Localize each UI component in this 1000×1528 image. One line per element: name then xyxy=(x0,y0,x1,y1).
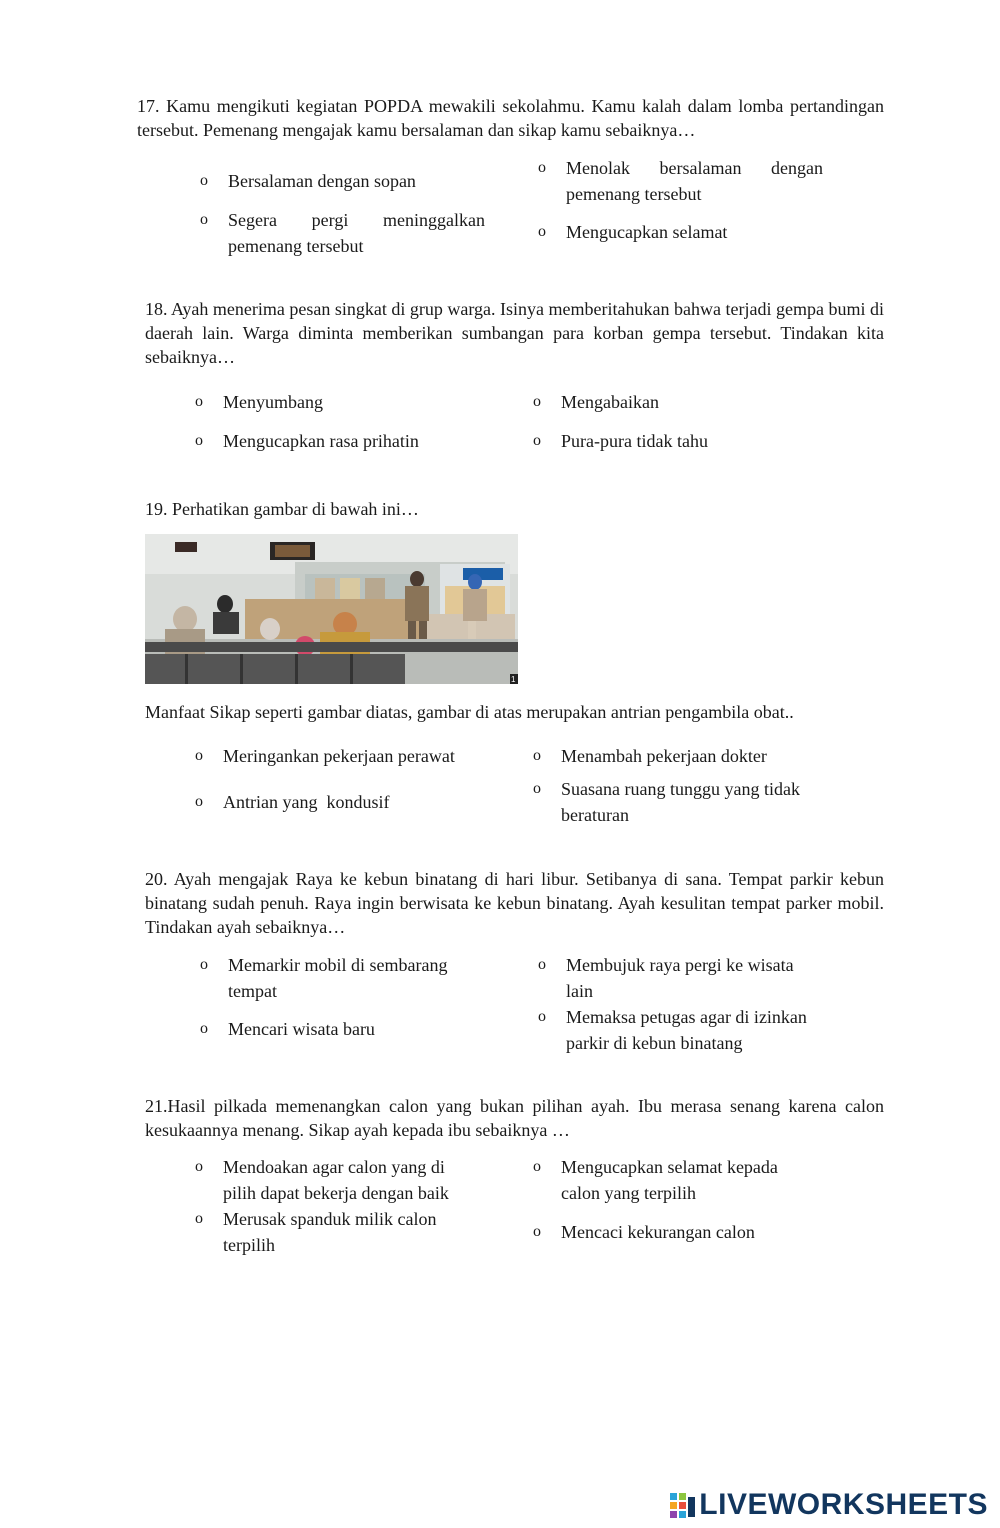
question-20-text: 20. Ayah mengajak Raya ke kebun binatang di hari libur. Setibanya di sana. Tempat parkir kebun binatang sudah penuh. Raya ingin berwisata ke kebun binatang. Ayah kesulitan tempat parker mobil. Tindakan ayah sebaiknya… xyxy=(145,869,884,937)
radio-bullet: o xyxy=(533,393,541,410)
option-label: Bersalaman dengan sopan xyxy=(228,171,416,191)
question-21-text: 21.Hasil pilkada memenangkan calon yang bukan pilihan ayah. Ibu merasa senang karena calon kesukaannya menang. Sikap ayah kepada ibu sebaiknya … xyxy=(145,1096,884,1140)
option-20-a[interactable] xyxy=(200,952,490,1004)
option-20-b[interactable] xyxy=(538,952,828,1004)
option-19-d[interactable] xyxy=(533,776,833,828)
option-label: Mengucapkan rasa prihatin xyxy=(223,431,419,451)
option-18-a[interactable] xyxy=(195,389,495,415)
radio-bullet: o xyxy=(195,393,203,410)
option-17-a[interactable] xyxy=(200,168,490,194)
radio-bullet: o xyxy=(195,747,203,764)
option-label: Mengucapkan selamat kepada calon yang terpilih xyxy=(561,1157,778,1203)
option-label: Mendoakan agar calon yang di pilih dapat bekerja dengan baik xyxy=(223,1157,449,1203)
option-17-d[interactable] xyxy=(538,219,823,245)
option-21-a[interactable] xyxy=(195,1154,485,1206)
liveworksheets-logo[interactable] xyxy=(669,1488,988,1522)
option-21-d[interactable] xyxy=(533,1219,823,1245)
option-label: Mengucapkan selamat xyxy=(566,222,728,242)
radio-bullet: o xyxy=(200,1020,208,1037)
radio-bullet: o xyxy=(533,1223,541,1240)
option-label: Mencaci kekurangan calon xyxy=(561,1222,755,1242)
radio-bullet: o xyxy=(533,780,541,797)
option-20-d[interactable] xyxy=(538,1004,838,1056)
option-21-c[interactable] xyxy=(195,1206,485,1258)
radio-bullet: o xyxy=(195,432,203,449)
option-label: Menolak bersalaman dengan pemenang tersebut xyxy=(566,158,823,204)
option-17-b[interactable] xyxy=(538,155,823,207)
option-label: Mengabaikan xyxy=(561,392,659,412)
radio-bullet: o xyxy=(200,211,208,228)
option-18-b[interactable] xyxy=(533,389,833,415)
option-18-c[interactable] xyxy=(195,428,495,454)
question-18-text: 18. Ayah menerima pesan singkat di grup warga. Isinya memberitahukan bahwa terjadi gempa bumi di daerah lain. Warga diminta memberikan sumbangan para korban gempa tersebut. Tindakan kita sebaiknya… xyxy=(145,299,884,367)
option-label: Meringankan pekerjaan perawat xyxy=(223,746,455,766)
question-19-text: 19. Perhatikan gambar di bawah ini… xyxy=(145,499,419,519)
option-19-b[interactable] xyxy=(533,743,833,769)
radio-bullet: o xyxy=(195,1158,203,1175)
radio-bullet: o xyxy=(538,159,546,176)
option-20-c[interactable] xyxy=(200,1016,490,1042)
question-19-followup: Manfaat Sikap seperti gambar diatas, gambar di atas merupakan antrian pengambila obat.. xyxy=(145,702,794,722)
radio-bullet: o xyxy=(195,793,203,810)
brand-name: LIVEWORKSHEETS xyxy=(699,1488,988,1521)
radio-bullet: o xyxy=(533,432,541,449)
liveworksheets-logo-icon xyxy=(669,1491,697,1519)
option-label: Memarkir mobil di sembarang tempat xyxy=(228,955,448,1001)
radio-bullet: o xyxy=(538,956,546,973)
option-label: Membujuk raya pergi ke wisata lain xyxy=(566,955,794,1001)
option-label: Suasana ruang tunggu yang tidak beraturan xyxy=(561,779,800,825)
option-21-b[interactable] xyxy=(533,1154,823,1206)
option-17-c[interactable] xyxy=(200,207,485,259)
option-18-d[interactable] xyxy=(533,428,833,454)
question-17-text: 17. Kamu mengikuti kegiatan POPDA mewakili sekolahmu. Kamu kalah dalam lomba pertandingan tersebut. Pemenang mengajak kamu bersalaman dan sikap kamu sebaiknya… xyxy=(137,96,884,140)
option-label: Merusak spanduk milik calon terpilih xyxy=(223,1209,437,1255)
option-label: Segera pergi meninggalkan pemenang tersebut xyxy=(228,210,485,256)
option-label: Mencari wisata baru xyxy=(228,1019,375,1039)
option-label: Antrian yang kondusif xyxy=(223,792,390,812)
option-19-c[interactable] xyxy=(195,789,495,815)
radio-bullet: o xyxy=(538,1008,546,1025)
option-label: Menyumbang xyxy=(223,392,323,412)
option-19-a[interactable] xyxy=(195,743,505,769)
radio-bullet: o xyxy=(200,956,208,973)
option-label: Menambah pekerjaan dokter xyxy=(561,746,767,766)
radio-bullet: o xyxy=(538,223,546,240)
waiting-room-photo xyxy=(145,534,518,684)
photo-corner-mark: 1 xyxy=(511,675,516,684)
option-label: Memaksa petugas agar di izinkan parkir di kebun binatang xyxy=(566,1007,807,1053)
option-label: Pura-pura tidak tahu xyxy=(561,431,708,451)
radio-bullet: o xyxy=(195,1210,203,1227)
radio-bullet: o xyxy=(533,747,541,764)
radio-bullet: o xyxy=(200,172,208,189)
radio-bullet: o xyxy=(533,1158,541,1175)
